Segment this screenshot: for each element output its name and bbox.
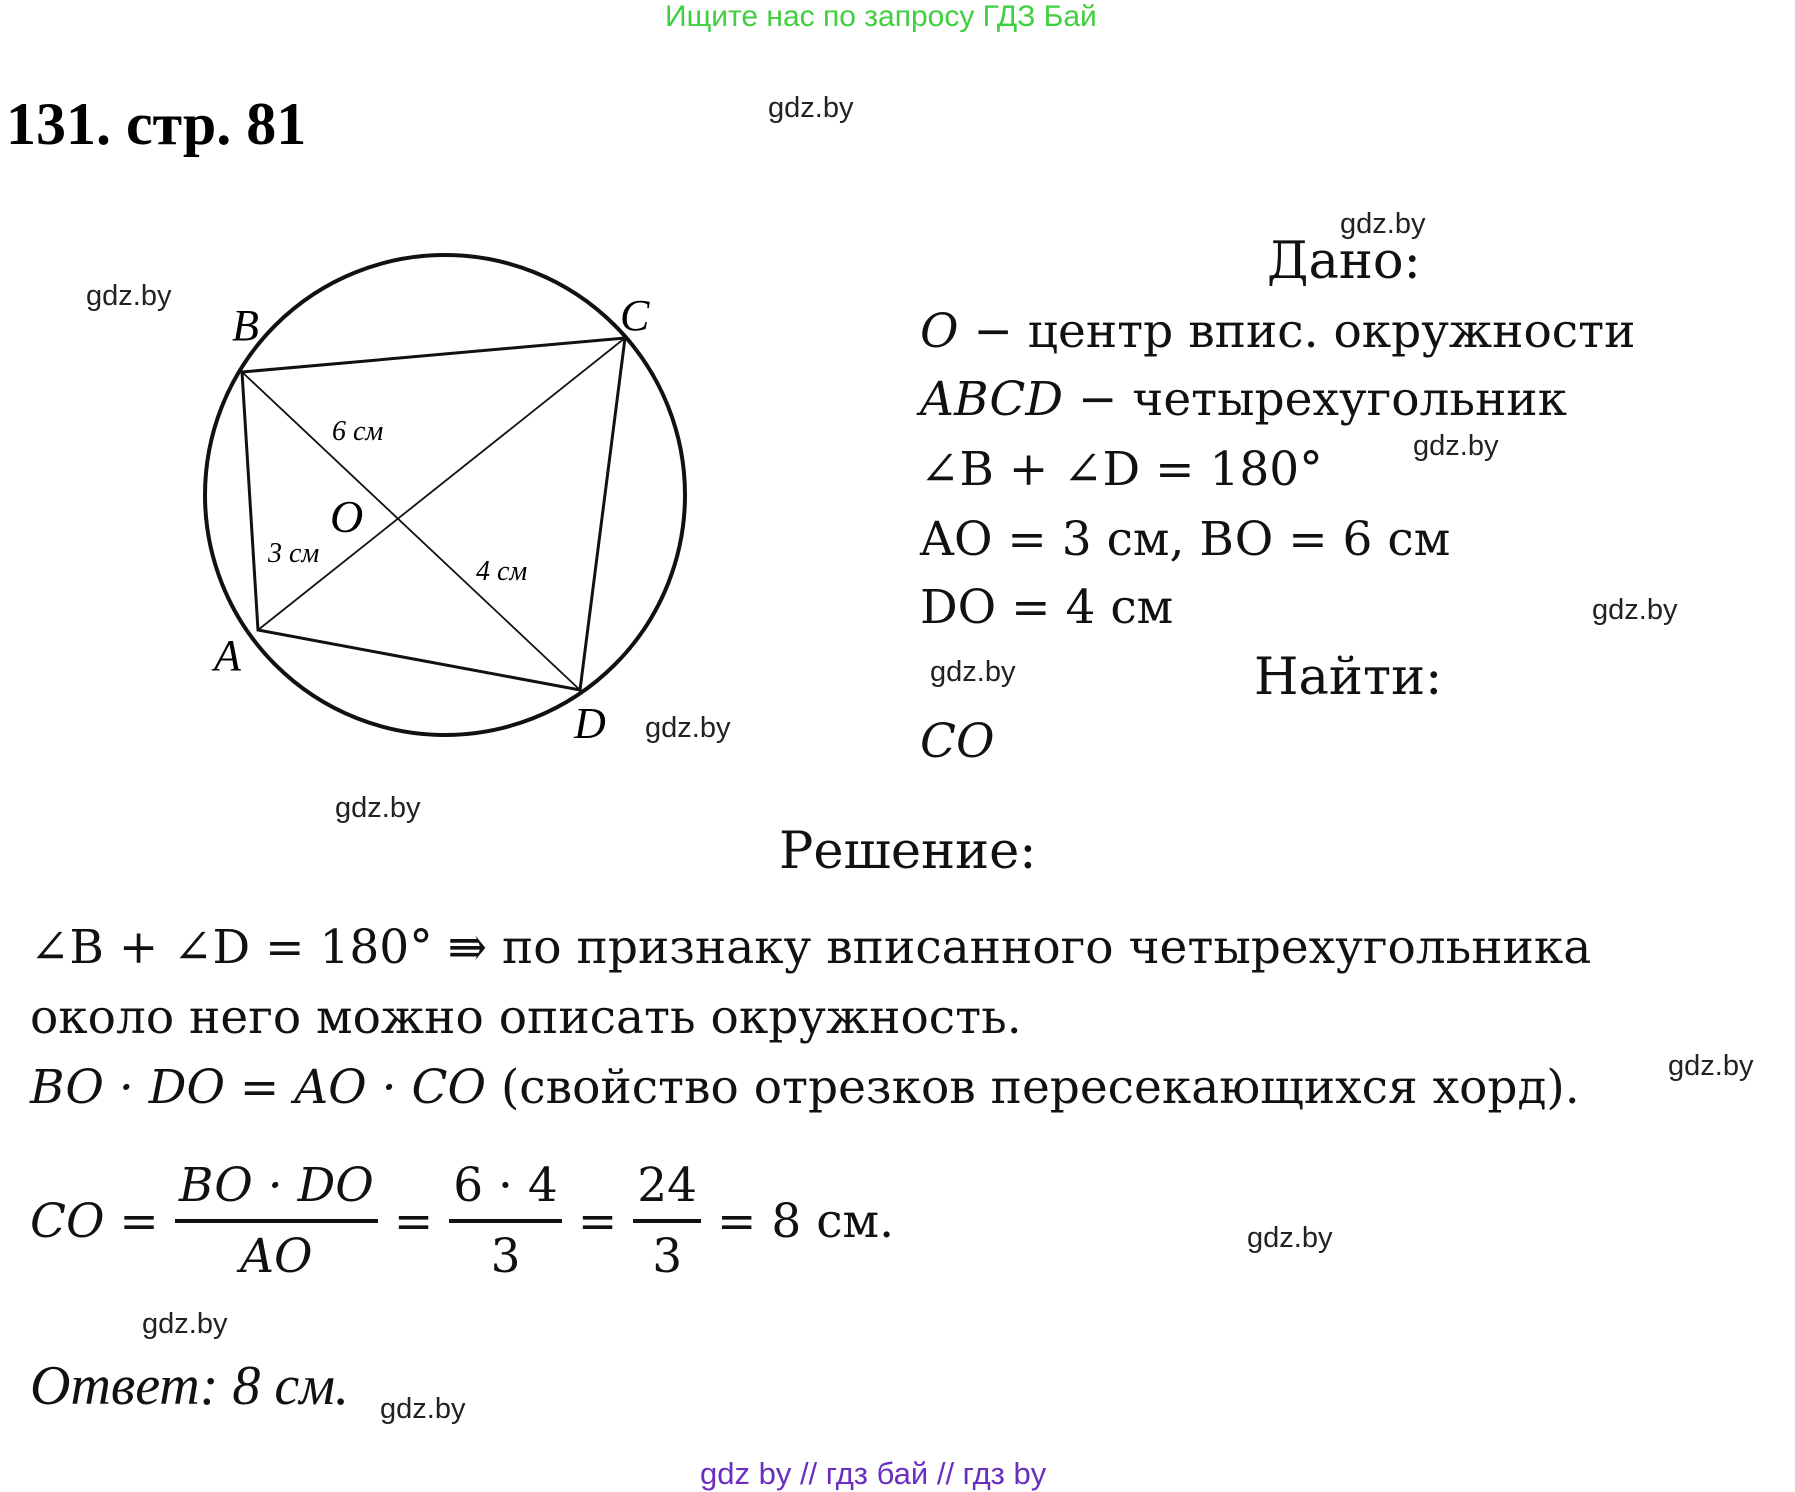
given-line-1-math: O — [920, 304, 959, 359]
watermark: gdz.by — [930, 656, 1016, 688]
circumscribed-circle — [205, 255, 685, 735]
diagonal-ac — [258, 338, 625, 630]
watermark: gdz.by — [768, 92, 854, 124]
fraction-3-numerator: 24 — [633, 1158, 701, 1223]
solution-line-3-math: BO · DO = AO · CO — [30, 1060, 487, 1115]
diagonal-bd — [242, 372, 580, 690]
promo-text: Ищите нас по запросу ГДЗ Бай — [665, 0, 1097, 33]
solution-heading: Решение: — [779, 822, 1037, 881]
solution-line-2: около него можно описать окружность. — [30, 990, 1022, 1045]
watermark: gdz.by — [1668, 1050, 1754, 1082]
fraction-3-denominator: 3 — [652, 1229, 683, 1284]
quadrilateral-abcd — [242, 338, 625, 690]
segment-bo-label: 6 см — [332, 416, 384, 447]
watermark: gdz.by — [645, 712, 731, 744]
solution-line-3 — [30, 1060, 1580, 1115]
watermark: gdz.by — [335, 792, 421, 824]
watermark: gdz.by — [1340, 208, 1426, 240]
find-heading: Найти: — [1254, 648, 1443, 707]
given-line-1-text: − центр впис. окружности — [958, 304, 1636, 359]
given-line-2-text: − четырехугольник — [1063, 372, 1568, 427]
solution-line-3-text: (свойство отрезков пересекающихся хорд). — [486, 1060, 1580, 1115]
watermark: gdz.by — [1592, 594, 1678, 626]
given-line-5: DO = 4 см — [920, 580, 1174, 635]
watermark: gdz.by — [1413, 430, 1499, 462]
quadrilateral-figure — [180, 230, 720, 760]
segment-do-label: 4 см — [476, 556, 528, 587]
formula-equals-2: = — [577, 1193, 618, 1249]
watermark: gdz.by — [380, 1393, 466, 1425]
fraction-1-numerator: BO · DO — [175, 1158, 378, 1223]
vertex-d-label: D — [574, 699, 606, 748]
formula-lhs: CO = — [30, 1193, 159, 1249]
vertex-a-label: A — [214, 631, 241, 680]
solution-formula — [30, 1158, 894, 1284]
segment-ao-label: 3 см — [268, 538, 320, 569]
vertex-c-label: C — [620, 291, 650, 340]
given-line-3: ∠B + ∠D = 180° — [920, 442, 1323, 497]
formula-equals-1: = — [393, 1193, 434, 1249]
given-heading: Дано: — [1267, 232, 1421, 291]
center-o-label: O — [330, 491, 364, 542]
vertex-b-label: B — [232, 301, 259, 350]
find-value-math: CO — [920, 714, 995, 769]
watermark: gdz.by — [86, 280, 172, 312]
watermark: gdz.by — [1247, 1222, 1333, 1254]
footer-links[interactable]: gdz by // гдз бай // гдз by — [700, 1456, 1047, 1491]
solution-line-1: ∠B + ∠D = 180° ⇛ по признаку вписанного четырехугольника — [30, 920, 1592, 975]
formula-fraction-2 — [449, 1158, 562, 1284]
given-line-2 — [920, 372, 1567, 427]
page-title: 131. стр. 81 — [6, 91, 307, 157]
watermark: gdz.by — [142, 1308, 228, 1340]
find-value — [920, 714, 995, 769]
given-line-2-math: ABCD — [920, 372, 1063, 427]
formula-fraction-3 — [633, 1158, 701, 1284]
answer-text: Ответ: 8 см. — [30, 1355, 349, 1417]
formula-fraction-1 — [175, 1158, 378, 1284]
given-line-4: AO = 3 см, BO = 6 см — [920, 512, 1451, 567]
fraction-2-denominator: 3 — [490, 1229, 521, 1284]
fraction-1-denominator: AO — [240, 1229, 313, 1284]
given-line-1 — [920, 304, 1635, 359]
fraction-2-numerator: 6 · 4 — [449, 1158, 562, 1223]
formula-result: = 8 см. — [717, 1193, 895, 1249]
